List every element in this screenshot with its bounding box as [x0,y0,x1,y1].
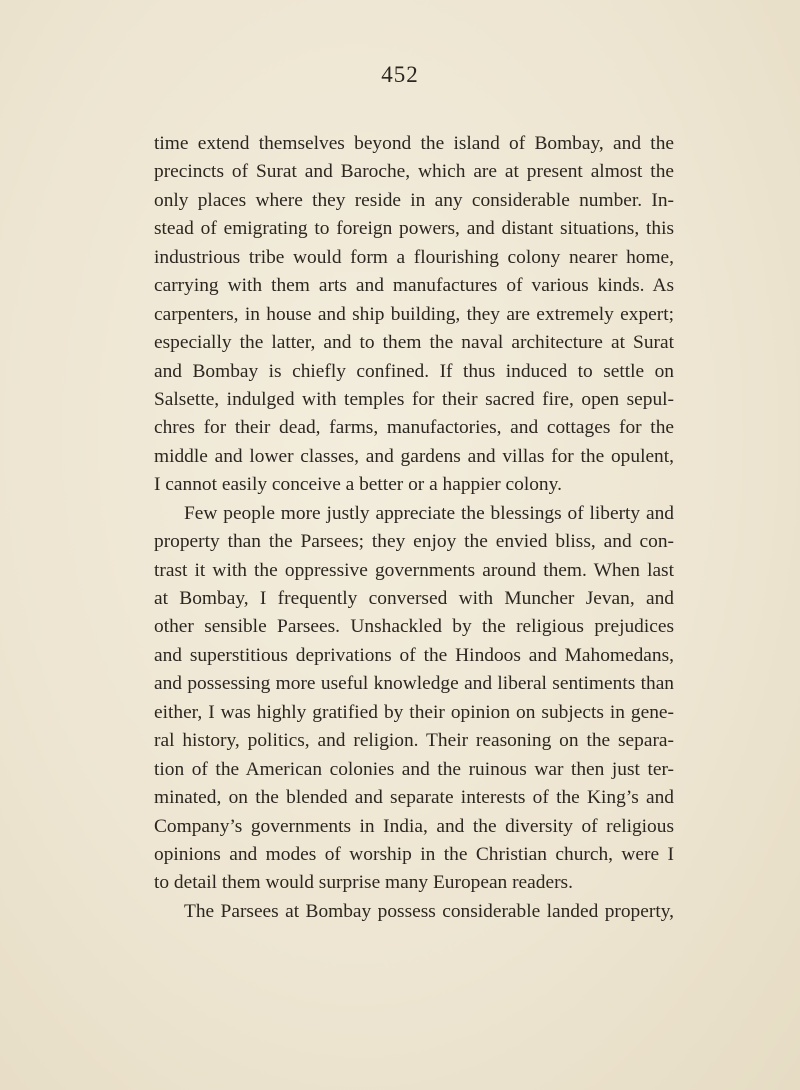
text-line: ral history, politics, and religion. Their reasoning on the separa- [154,730,674,752]
text-line: precincts of Surat and Baroche, which are at present almost the [154,161,674,183]
text-line: Salsette, indulged with temples for their sacred fire, open sepul- [154,388,674,410]
text-line: to detail them would surprise many European readers. [154,872,573,894]
text-line: I cannot easily conceive a better or a happier colony. [154,474,562,496]
text-line: either, I was highly gratified by their opinion on subjects in gene- [154,701,674,723]
body-text [154,130,674,926]
text-line: Few people more justly appreciate the blessings of liberty and [184,502,674,524]
text-line: chres for their dead, farms, manufactories, and cottages for the [154,417,674,439]
text-line: minated, on the blended and separate interests of the King’s and [154,787,674,809]
text-line: tion of the American colonies and the ruinous war then just ter- [154,758,674,780]
text-line: especially the latter, and to them the naval architecture at Surat [154,332,674,354]
text-line: Company’s governments in India, and the diversity of religious [154,815,674,837]
text-line: middle and lower classes, and gardens and villas for the opulent, [154,445,674,467]
text-line: stead of emigrating to foreign powers, and distant situations, this [154,218,674,240]
text-line: opinions and modes of worship in the Christian church, were I [154,843,674,865]
text-line: other sensible Parsees. Unshackled by the religious prejudices [154,616,674,638]
text-line: trast it with the oppressive governments around them. When last [154,559,674,581]
text-line: carpenters, in house and ship building, they are extremely expert; [154,303,674,325]
text-line: property than the Parsees; they enjoy the envied bliss, and con- [154,531,674,553]
text-line: and possessing more useful knowledge and liberal sentiments than [154,673,674,695]
text-line: carrying with them arts and manufactures of various kinds. As [154,275,674,297]
text-line: only places where they reside in any considerable number. In- [154,189,674,211]
text-line: The Parsees at Bombay possess considerable landed property, [184,900,674,922]
text-line: industrious tribe would form a flourishing colony nearer home, [154,246,674,268]
text-line: at Bombay, I frequently conversed with Muncher Jevan, and [154,588,674,609]
text-line: and superstitious deprivations of the Hindoos and Mahomedans, [154,644,674,666]
page-number: 452 [381,62,419,87]
text-line: and Bombay is chiefly confined. If thus induced to settle on [154,360,674,382]
text-line: time extend themselves beyond the island of Bombay, and the [154,133,674,154]
